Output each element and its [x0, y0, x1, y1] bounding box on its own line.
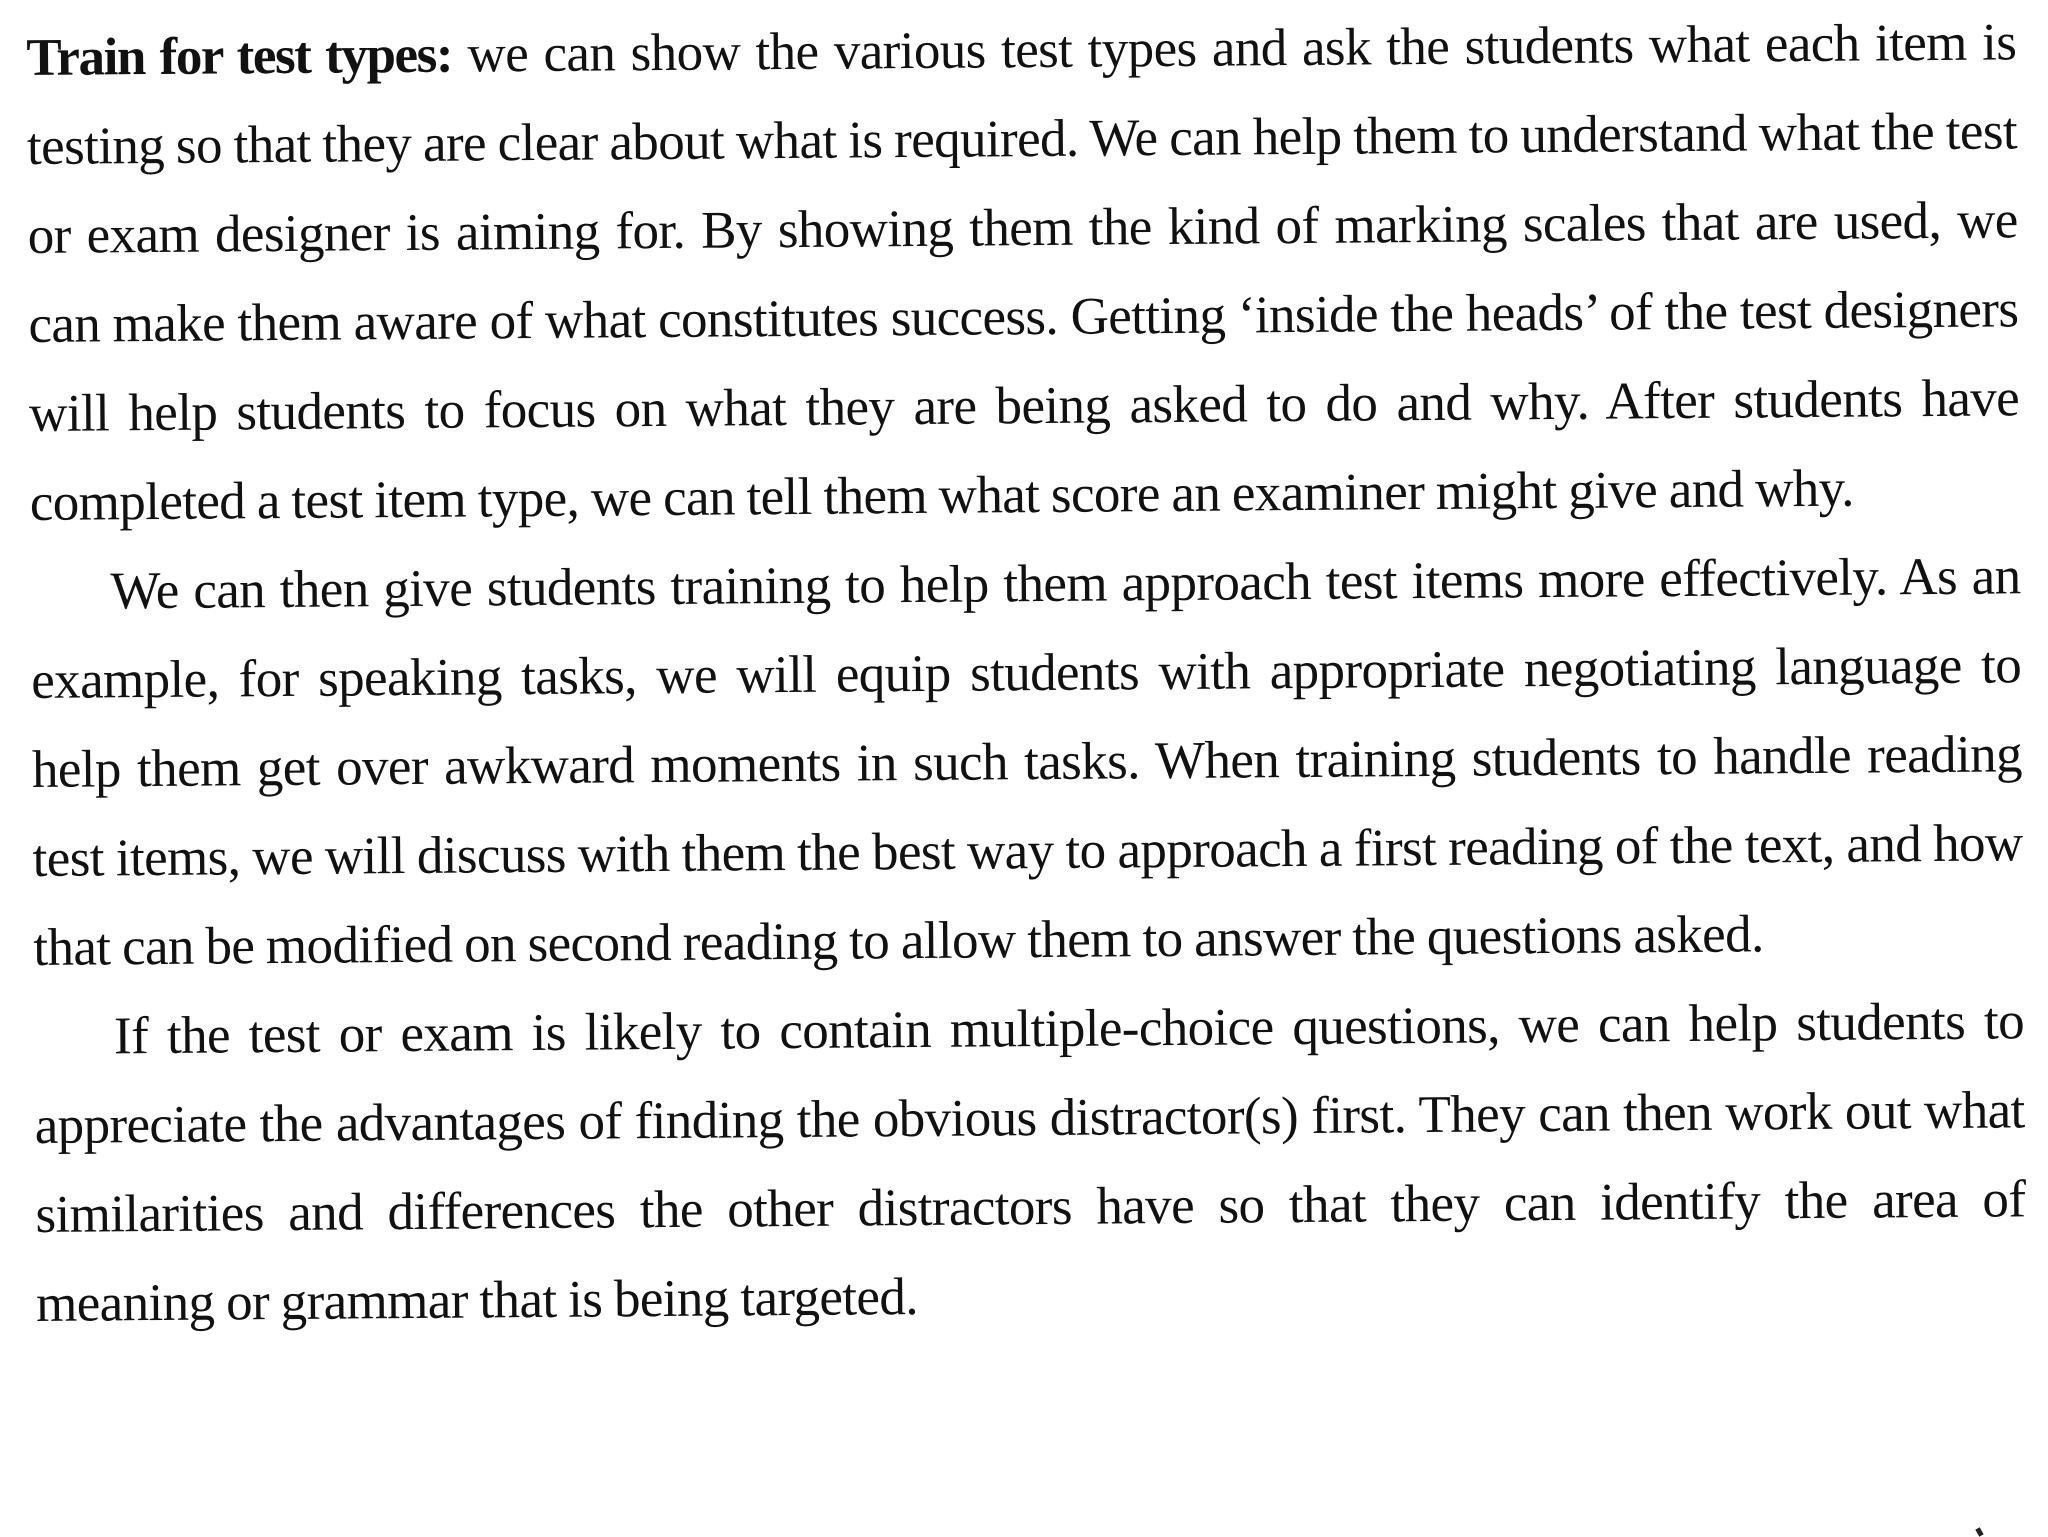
- document-page: [26, 0, 2026, 1349]
- paragraph-approach-training: We can then give students training to help them approach test items more effectively. As an example, for speaking tasks, we will equip students with appropriate negotiating language to help them get over awkward moments in such tasks. When training students to handle reading test items, we will discuss with them the best way to approach a first reading of the text, and how that can be modified on second reading to allow them to answer the questions asked.: [31, 547, 2023, 977]
- paragraph-multiple-choice: If the test or exam is likely to contain multiple-choice questions, we can help students to appreciate the advantages of finding the obvious distractor(s) first. They can then work out what similarities and differences the other distractors have so that they can identify the area of meaning or grammar that is being targeted.: [34, 992, 2026, 1333]
- scan-mark: [1975, 1527, 1983, 1536]
- paragraph-train-for-test-types: [26, 0, 2020, 548]
- paragraph-lead-heading: Train for test types:: [26, 25, 453, 87]
- paragraph-body: we can show the various test types and ask the students what each item is testing so that they are clear about what is required. We can help them to understand what the test or exam designer is aiming for. By showing them the kind of marking scales that are used, we can make them aware of what constitutes success. Getting ‘inside the heads’ of the test designers will help students to focus on what they are being asked to do and why. After students have completed a test item type, we can tell them what score an examiner might give and why.: [26, 13, 2020, 532]
